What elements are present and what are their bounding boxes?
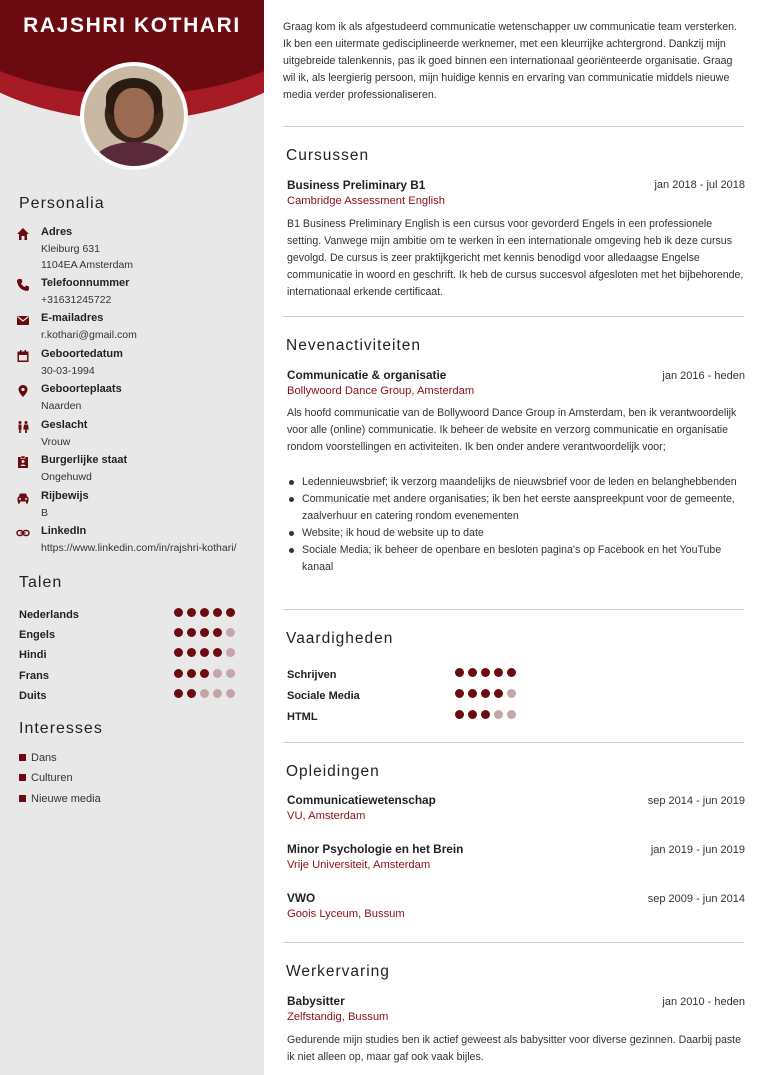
level-dot-filled bbox=[494, 689, 503, 698]
level-dot-filled bbox=[174, 608, 183, 617]
education-institution: Goois Lyceum, Bussum bbox=[287, 908, 405, 920]
link-icon bbox=[16, 526, 30, 540]
profile-photo bbox=[80, 62, 188, 170]
personalia-label: Rijbewijs bbox=[41, 490, 89, 502]
level-dot-filled bbox=[187, 689, 196, 698]
skill-level-dots bbox=[174, 628, 235, 637]
level-dot-filled bbox=[213, 628, 222, 637]
side-activity-organization: Bollywoord Dance Group, Amsterdam bbox=[287, 385, 475, 397]
interest-label: Nieuwe media bbox=[31, 792, 101, 805]
level-dot-filled bbox=[200, 648, 209, 657]
personalia-value: Naarden bbox=[41, 400, 82, 412]
language-item bbox=[19, 645, 244, 661]
level-dot-empty bbox=[226, 648, 235, 657]
list-item: Ledennieuwsbrief; ik verzorg maandelijks de nieuwsbrief voor de leden en belanghebbenden bbox=[287, 474, 745, 491]
personalia-title: Personalia bbox=[19, 195, 105, 212]
skill-name: Sociale Media bbox=[287, 690, 360, 702]
course-title: Business Preliminary B1 bbox=[287, 178, 426, 192]
course-description: B1 Business Preliminary English is een cursus voor gevorderd Engels in een professionele setting. Vanwege mijn ambitie om te werken in een internationale omgeving heb ik deze cursus gevolgd. De cursus is zeer praktijkgericht met kennis benodigd voor alledaagse Engelse communicatie in woord en geschrift. Ik heb de cursus succesvol afgesloten met het bijbehorende, internationaal erkende certificaat. bbox=[287, 218, 744, 298]
skill-name: HTML bbox=[287, 711, 318, 723]
level-dot-filled bbox=[187, 648, 196, 657]
level-dot-filled bbox=[174, 689, 183, 698]
intro-text: Graag kom ik als afgestudeerd communicatie wetenschapper uw communicatie team versterken. Ik ben een uitermate gedisciplineerde werknemer, met een kleurrijke achtergrond. Dankzij mijn uitgebreide talenkennis, pas ik goed binnen een internationaal georiënteerde organisatie. Graag wil ik, als leergierig persoon, mijn huidige kennis en ervaring van communicatie middels nieuwe media verder professionaliseren. bbox=[283, 21, 737, 101]
divider bbox=[283, 316, 744, 317]
level-dot-empty bbox=[494, 710, 503, 719]
personalia-value: r.kothari@gmail.com bbox=[41, 329, 137, 341]
level-dot-filled bbox=[174, 628, 183, 637]
side-activity-bullets bbox=[287, 474, 745, 576]
level-dot-filled bbox=[494, 668, 503, 677]
bullet-square-icon bbox=[19, 795, 26, 802]
courses-title: Cursussen bbox=[286, 147, 370, 164]
skills-title: Vaardigheden bbox=[286, 630, 394, 647]
level-dot-filled bbox=[200, 608, 209, 617]
level-dot-filled bbox=[481, 689, 490, 698]
personalia-label: LinkedIn bbox=[41, 525, 87, 537]
skill-name: Schrijven bbox=[287, 669, 337, 681]
education-date: sep 2014 - jun 2019 bbox=[647, 795, 745, 807]
linkedin-link[interactable]: https://www.linkedin.com/in/rajshri-kothari/ bbox=[41, 542, 237, 554]
language-name: Frans bbox=[19, 669, 49, 682]
education-date: sep 2009 - jun 2014 bbox=[647, 893, 745, 905]
level-dot-empty bbox=[213, 669, 222, 678]
bullet-square-icon bbox=[19, 774, 26, 781]
work-employer: Zelfstandig, Bussum bbox=[287, 1011, 389, 1023]
level-dot-empty bbox=[200, 689, 209, 698]
level-dot-filled bbox=[187, 608, 196, 617]
education-institution: Vrije Universiteit, Amsterdam bbox=[287, 859, 431, 871]
side-activity-description: Als hoofd communicatie van de Bollywoord Dance Group in Amsterdam, ben ik verantwoordelijk voor alle (online) communicatie. Ik beheer de website en verzorg communicatie en organisatie rondom voorstellingen en activiteiten. Ik ben onder andere verantwoordelijk voor; bbox=[287, 407, 737, 453]
language-item bbox=[19, 625, 244, 641]
personalia-value: Ongehuwd bbox=[41, 471, 92, 483]
side-activity-date: jan 2016 - heden bbox=[662, 370, 745, 382]
list-item: Sociale Media; ik beheer de openbare en besloten pagina's op Facebook en het YouTube kanaal bbox=[287, 542, 745, 576]
sidebar bbox=[0, 0, 264, 1075]
car-icon bbox=[16, 491, 30, 505]
language-item bbox=[19, 686, 244, 702]
level-dot-filled bbox=[468, 668, 477, 677]
phone-icon bbox=[16, 278, 30, 292]
divider bbox=[283, 126, 744, 127]
skill-level-dots bbox=[174, 689, 235, 698]
side-activity-title: Communicatie & organisatie bbox=[287, 368, 447, 382]
language-name: Engels bbox=[19, 629, 56, 642]
level-dot-empty bbox=[507, 710, 516, 719]
profile-name: RAJSHRI KOTHARI bbox=[23, 14, 241, 37]
course-institution: Cambridge Assessment English bbox=[287, 195, 445, 207]
language-item bbox=[19, 605, 244, 621]
level-dot-filled bbox=[187, 628, 196, 637]
interest-label: Culturen bbox=[31, 772, 73, 785]
level-dot-filled bbox=[200, 669, 209, 678]
skill-item bbox=[287, 686, 527, 702]
interest-item bbox=[19, 772, 73, 784]
address-line-2: 1104EA Amsterdam bbox=[41, 259, 134, 271]
personalia-label: Geslacht bbox=[41, 419, 88, 431]
personalia-label: Burgerlijke staat bbox=[41, 454, 128, 466]
level-dot-filled bbox=[174, 648, 183, 657]
calendar-icon bbox=[16, 349, 30, 363]
personalia-value bbox=[41, 241, 133, 273]
work-date: jan 2010 - heden bbox=[662, 996, 745, 1008]
location-pin-icon bbox=[16, 384, 30, 398]
language-item bbox=[19, 666, 244, 682]
education-title-entry: Communicatiewetenschap bbox=[287, 793, 436, 807]
personalia-value: 30-03-1994 bbox=[41, 365, 95, 377]
id-badge-icon bbox=[16, 455, 30, 469]
avatar bbox=[84, 66, 184, 166]
level-dot-filled bbox=[455, 689, 464, 698]
interest-item bbox=[19, 752, 57, 764]
interest-label: Dans bbox=[31, 752, 57, 764]
divider bbox=[283, 609, 744, 610]
bullet-square-icon bbox=[19, 754, 26, 761]
level-dot-filled bbox=[174, 669, 183, 678]
skill-level-dots bbox=[455, 710, 516, 719]
skill-level-dots bbox=[174, 608, 235, 617]
level-dot-empty bbox=[226, 628, 235, 637]
level-dot-filled bbox=[213, 608, 222, 617]
level-dot-filled bbox=[468, 689, 477, 698]
skill-item bbox=[287, 665, 527, 681]
level-dot-empty bbox=[226, 669, 235, 678]
personalia-label: Geboortedatum bbox=[41, 348, 123, 360]
side-activities-title: Nevenactiviteiten bbox=[286, 337, 422, 354]
divider bbox=[283, 942, 744, 943]
work-description: Gedurende mijn studies ben ik actief geweest als babysitter voor diverse gezinnen. Daarbij paste ik niet alleen op, maar gaf ook vaak bijles. bbox=[287, 1034, 742, 1063]
level-dot-filled bbox=[213, 648, 222, 657]
personalia-value: Vrouw bbox=[41, 436, 71, 448]
education-institution: VU, Amsterdam bbox=[287, 810, 366, 822]
education-title: Opleidingen bbox=[286, 763, 380, 780]
personalia-label: E-mailadres bbox=[41, 312, 104, 324]
address-line-1: Kleiburg 631 bbox=[41, 243, 100, 255]
personalia-value: +31631245722 bbox=[41, 294, 112, 306]
level-dot-empty bbox=[226, 689, 235, 698]
list-item: Communicatie met andere organisaties; ik ben het eerste aanspreekpunt voor de gemeente, zaalverhuur en catering rondom evenementen bbox=[287, 491, 745, 525]
level-dot-filled bbox=[200, 628, 209, 637]
personalia-label: Telefoonnummer bbox=[41, 277, 130, 289]
languages-title: Talen bbox=[19, 574, 63, 591]
gender-icon bbox=[16, 420, 30, 434]
level-dot-filled bbox=[507, 668, 516, 677]
language-name: Hindi bbox=[19, 649, 47, 662]
divider bbox=[283, 742, 744, 743]
education-title-entry: VWO bbox=[287, 891, 316, 905]
home-icon bbox=[16, 227, 30, 241]
skill-level-dots bbox=[174, 669, 235, 678]
level-dot-filled bbox=[468, 710, 477, 719]
work-title-entry: Babysitter bbox=[287, 994, 345, 1008]
education-title-entry: Minor Psychologie en het Brein bbox=[287, 842, 464, 856]
level-dot-filled bbox=[187, 669, 196, 678]
level-dot-filled bbox=[455, 668, 464, 677]
level-dot-filled bbox=[455, 710, 464, 719]
language-name: Nederlands bbox=[19, 609, 79, 621]
level-dot-filled bbox=[481, 710, 490, 719]
level-dot-empty bbox=[507, 689, 516, 698]
personalia-label: Geboorteplaats bbox=[41, 383, 122, 395]
personalia-label: Adres bbox=[41, 226, 73, 238]
skill-level-dots bbox=[455, 668, 516, 677]
list-item: Website; ik houd de website up to date bbox=[287, 525, 745, 542]
level-dot-filled bbox=[481, 668, 490, 677]
skill-level-dots bbox=[174, 648, 235, 657]
language-name: Duits bbox=[19, 689, 47, 702]
mail-icon bbox=[16, 313, 30, 327]
skill-level-dots bbox=[455, 689, 516, 698]
interests-title: Interesses bbox=[19, 720, 103, 737]
education-date: jan 2019 - jun 2019 bbox=[650, 844, 745, 856]
work-title: Werkervaring bbox=[286, 963, 390, 980]
personalia-value: B bbox=[41, 507, 49, 519]
level-dot-filled bbox=[226, 608, 235, 617]
course-date: jan 2018 - jul 2018 bbox=[654, 179, 745, 191]
skill-item bbox=[287, 707, 527, 723]
interest-item bbox=[19, 793, 101, 805]
level-dot-empty bbox=[213, 689, 222, 698]
